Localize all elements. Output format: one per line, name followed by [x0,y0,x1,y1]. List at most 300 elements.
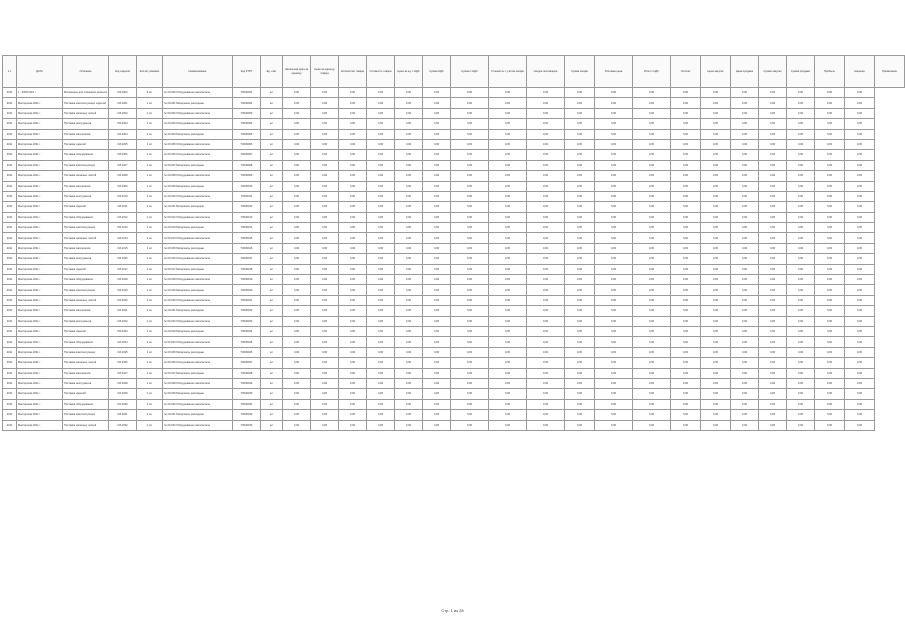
table-cell: 2011 [3,119,17,129]
table-cell: 0,00 [527,337,565,347]
table-cell: 0,00 [815,285,845,295]
table-cell: Т0000028 [233,368,261,378]
table-cell: 0,00 [701,410,731,420]
table-cell: 0,00 [787,389,815,399]
table-cell: 0,00 [701,129,731,139]
table-cell: 0,00 [845,347,875,357]
table-cell: 0,00 [311,243,339,253]
table-cell: № 00-012 Оборудование комплектное [163,212,233,222]
table-cell: 0,00 [489,202,527,212]
table-cell: 0,00 [759,410,787,420]
table-cell: 0,00 [815,160,845,170]
table-cell: шт [261,98,283,108]
column-header: ДАТА [17,56,63,88]
table-cell: 0,00 [595,191,633,201]
table-cell: 1 шт [137,160,163,170]
table-cell: 0,00 [423,264,451,274]
table-cell: Поставка инструмента [63,191,109,201]
table-cell: Поставка оборудования [63,337,109,347]
table-cell: № 00-004 Материалы расходные [163,129,233,139]
table-cell: 0,00 [367,389,395,399]
table-cell: Поставка инструмента [63,119,109,129]
table-cell: 0,00 [527,160,565,170]
table-cell: шт [261,181,283,191]
table-cell: Мастерская 2011 г. [17,306,63,316]
table-cell: № 00-010 Оборудование комплектное [163,191,233,201]
table-cell: 0,00 [451,295,489,305]
table-cell: 0,00 [339,285,367,295]
table-cell: шт [261,285,283,295]
column-header: Сумма с НДС [451,56,489,88]
table-cell: № 00-005 Оборудование комплектное [163,139,233,149]
table-cell: 0,00 [759,337,787,347]
table-cell: 0,00 [367,202,395,212]
table-cell: 0,00 [451,191,489,201]
table-cell: 0,00 [489,264,527,274]
table-cell: 0,00 [701,191,731,201]
table-cell: Поставка оборудования [63,150,109,160]
table-cell: 0,00 [311,337,339,347]
table-cell: 0,00 [595,368,633,378]
table-cell: 0,00 [633,337,671,347]
table-cell: 2011 [3,88,17,98]
table-cell: 0,00 [451,337,489,347]
column-header: 1 c [3,56,17,88]
table-cell: Поставка изделий [63,202,109,212]
table-cell: 0,00 [367,171,395,181]
table-cell: 0,00 [423,410,451,420]
table-cell: 0,00 [451,139,489,149]
table-cell: 0,00 [527,181,565,191]
table-cell: 0,00 [731,191,759,201]
table-cell: 0,00 [633,326,671,336]
table-cell: 0,00 [815,233,845,243]
table-cell: 0,00 [759,223,787,233]
table-cell: 0,00 [595,389,633,399]
table-cell: Поставка запасных частей [63,420,109,430]
table-cell: 0,00 [451,399,489,409]
table-cell: 0,00 [787,347,815,357]
table-cell: Мастерская 2011 г. [17,264,63,274]
table-cell: 1 шт [137,285,163,295]
table-cell: 0,00 [489,139,527,149]
table-cell: № 00-025 Материалы расходные [163,347,233,357]
table-cell: 0,00 [311,306,339,316]
table-cell: 1 шт [137,264,163,274]
table-cell: 0,00 [395,347,423,357]
table-cell: 2011 [3,378,17,388]
table-cell: 0,00 [527,306,565,316]
table-cell: ИЗ-1031 [109,410,137,420]
table-cell: 0,00 [311,264,339,274]
table-cell: 0,00 [787,202,815,212]
table-cell: Т0000026 [233,347,261,357]
table-cell: 0,00 [671,420,701,430]
table-cell: 0,00 [311,378,339,388]
table-cell: 0,00 [527,368,565,378]
table-cell: 0,00 [339,316,367,326]
table-cell: Т0000004 [233,119,261,129]
table-cell: 0,00 [815,410,845,420]
table-cell: 0,00 [283,233,311,243]
table-cell: № 00-014 Оборудование комплектное [163,233,233,243]
table-cell: 0,00 [451,233,489,243]
table-cell: 0,00 [595,139,633,149]
table-cell: 0,00 [815,88,845,98]
table-cell: 0,00 [423,150,451,160]
table-cell: 0,00 [759,264,787,274]
table-cell: ИЗ-1030 [109,399,137,409]
table-cell: 0,00 [283,88,311,98]
table-cell: 0,00 [731,264,759,274]
table-cell: 0,00 [595,243,633,253]
table-cell: 0,00 [565,347,595,357]
table-cell: 0,00 [633,368,671,378]
table-cell: Т0000016 [233,243,261,253]
table-cell: 0,00 [489,160,527,170]
table-cell: 0,00 [395,264,423,274]
column-header: Примечание [875,56,905,88]
table-cell: 0,00 [423,160,451,170]
table-cell: Мастерская 2011 г. [17,191,63,201]
table-cell: 0,00 [395,202,423,212]
table-cell: 0,00 [787,399,815,409]
table-cell: 0,00 [489,285,527,295]
table-cell: Т0000008 [233,160,261,170]
table-cell: 0,00 [731,285,759,295]
table-cell: 0,00 [671,368,701,378]
table-cell: 0,00 [633,129,671,139]
table-cell: 0,00 [283,108,311,118]
table-cell: 0,00 [423,316,451,326]
table-cell: 0,00 [283,378,311,388]
table-cell: 0,00 [633,275,671,285]
table-cell: 0,00 [423,358,451,368]
table-cell: 0,00 [451,202,489,212]
table-cell: 0,00 [367,326,395,336]
table-cell: 0,00 [395,295,423,305]
table-cell: 2011 [3,358,17,368]
table-cell: 0,00 [283,306,311,316]
table-cell: 0,00 [845,171,875,181]
table-cell: 0,00 [845,181,875,191]
table-cell: 1 шт [137,223,163,233]
table-cell: Материалы для планового ремонта [63,88,109,98]
table-cell: 0,00 [565,264,595,274]
table-cell: 1 шт [137,191,163,201]
table-cell: 0,00 [633,306,671,316]
table-cell: 0,00 [845,264,875,274]
table-cell: 0,00 [815,368,845,378]
table-cell: 0,00 [311,326,339,336]
table-cell: 0,00 [633,108,671,118]
table-cell: 0,00 [367,410,395,420]
table-cell: 0,00 [489,88,527,98]
table-cell: 0,00 [787,275,815,285]
table-cell: 0,00 [671,191,701,201]
table-cell: 0,00 [731,119,759,129]
table-cell: Мастерская 2011 г. [17,285,63,295]
table-cell: 0,00 [845,389,875,399]
table-cell: 0,00 [527,275,565,285]
table-cell: 0,00 [367,295,395,305]
table-cell: 0,00 [759,150,787,160]
table-cell: 0,00 [527,202,565,212]
table-cell: 0,00 [527,326,565,336]
table-cell: 0,00 [633,150,671,160]
table-cell: 0,00 [671,171,701,181]
table-cell: 0,00 [815,202,845,212]
table-cell: 2011 [3,410,17,420]
table-cell: 0,00 [489,378,527,388]
table-cell: 0,00 [423,139,451,149]
table-cell: 0,00 [423,88,451,98]
table-cell: 0,00 [339,264,367,274]
table-cell: Мастерская 2011 г. [17,358,63,368]
table-cell: Т0000024 [233,326,261,336]
table-cell: Мастерская 2011 г. [17,98,63,108]
table-cell: 0,00 [395,150,423,160]
table-cell: ИЗ-1004 [109,129,137,139]
table-cell: 0,00 [451,88,489,98]
table-cell: 0,00 [633,119,671,129]
table-row [3,264,905,274]
table-cell: 0,00 [701,358,731,368]
table-cell: № 00-021 Материалы расходные [163,306,233,316]
table-cell: 0,00 [815,295,845,305]
table-cell: 0,00 [565,98,595,108]
table-cell: 0,00 [395,358,423,368]
table-cell: 0,00 [395,378,423,388]
table-cell: 0,00 [595,212,633,222]
table-cell: 0,00 [595,129,633,139]
table-cell: 0,00 [527,88,565,98]
table-cell: 1 шт [137,410,163,420]
table-cell: 0,00 [395,191,423,201]
table-cell: 0,00 [731,88,759,98]
table-cell: 0,00 [671,306,701,316]
table-cell: 0,00 [565,358,595,368]
table-cell: 0,00 [423,191,451,201]
column-header: Код изделия [109,56,137,88]
table-cell: 0,00 [701,212,731,222]
table-cell: 0,00 [395,285,423,295]
table-cell: 0,00 [787,233,815,243]
table-cell: 0,00 [423,378,451,388]
table-cell: 0,00 [595,399,633,409]
table-cell: ИЗ-1010 [109,191,137,201]
table-cell: 0,00 [595,275,633,285]
table-cell: шт [261,410,283,420]
table-cell: 0,00 [815,254,845,264]
table-cell: Мастерская 2011 г. [17,233,63,243]
table-cell: № 00-032 Оборудование комплектное [163,420,233,430]
table-cell: 0,00 [283,326,311,336]
table-cell: Мастерская 2011 г. [17,150,63,160]
table-cell: 0,00 [595,295,633,305]
table-cell: Мастерская 2011 г. [17,378,63,388]
table-cell: 0,00 [845,202,875,212]
table-cell: 0,00 [367,347,395,357]
table-cell: 0,00 [595,88,633,98]
table-cell: 0,00 [451,326,489,336]
table-cell: 0,00 [451,181,489,191]
table-cell: 0,00 [701,389,731,399]
table-cell: 2011 [3,108,17,118]
table-cell: Т0000025 [233,337,261,347]
table-cell: № 00-008 Оборудование комплектное [163,171,233,181]
table-cell: 0,00 [595,326,633,336]
table-cell: 0,00 [595,420,633,430]
table-cell: 1 шт [137,119,163,129]
table-cell: 0,00 [595,171,633,181]
table-cell: 0,00 [845,420,875,430]
table-cell: 0,00 [845,191,875,201]
column-header: Количество товара [339,56,367,88]
table-cell: Поставка инструмента [63,378,109,388]
table-cell: шт [261,368,283,378]
table-cell: 0,00 [787,88,815,98]
table-cell: 0,00 [311,233,339,243]
table-cell: 0,00 [489,295,527,305]
table-row [3,88,905,98]
table-cell: 0,00 [759,358,787,368]
table-cell: 0,00 [633,160,671,170]
table-cell: 0,00 [759,368,787,378]
table-cell: 0,00 [423,181,451,191]
table-cell: 0,00 [311,347,339,357]
table-cell: 0,00 [787,212,815,222]
column-header: Описание [63,56,109,88]
table-cell: 0,00 [565,129,595,139]
table-cell: 0,00 [701,285,731,295]
table-cell: 0,00 [633,254,671,264]
table-cell: 2011 [3,420,17,430]
table-cell: 0,00 [759,285,787,295]
table-cell: 0,00 [339,389,367,399]
table-cell: 0,00 [815,306,845,316]
table-cell: 2011 [3,129,17,139]
table-cell: 0,00 [815,378,845,388]
table-cell: 0,00 [489,191,527,201]
table-cell: 0,00 [489,181,527,191]
table-cell: 0,00 [595,285,633,295]
table-cell: № 00-002 Оборудование комплектное [163,108,233,118]
table-cell: 0,00 [845,98,875,108]
table-cell: 0,00 [489,243,527,253]
table-cell: 0,00 [731,347,759,357]
table-cell: 0,00 [633,399,671,409]
table-cell: 0,00 [527,410,565,420]
table-cell: № 00-017 Материалы расходные [163,264,233,274]
table-row [3,119,905,129]
table-cell: 0,00 [451,285,489,295]
table-cell: 0,00 [671,139,701,149]
table-cell: 0,00 [671,160,701,170]
table-cell: Т0000013 [233,212,261,222]
table-cell: ИЗ-1007 [109,160,137,170]
table-cell: Т0000006 [233,139,261,149]
table-cell: 0,00 [671,389,701,399]
table-cell: 0,00 [565,399,595,409]
table-cell: Поставка оборудования [63,212,109,222]
table-cell: 0,00 [489,306,527,316]
table-cell: 0,00 [731,337,759,347]
table-cell: № 00-018 Оборудование комплектное [163,275,233,285]
table-cell: 0,00 [451,316,489,326]
table-cell: 2011 [3,347,17,357]
table-cell: 0,00 [701,378,731,388]
table-cell: 0,00 [451,108,489,118]
table-cell: Мастерская 2011 г. [17,326,63,336]
table-cell: Поставка инструмента [63,316,109,326]
table-cell: № 00-024 Оборудование комплектное [163,337,233,347]
table-cell: 0,00 [701,420,731,430]
table-cell: Мастерская 2011 г. [17,223,63,233]
table-cell: 0,00 [527,212,565,222]
table-cell: шт [261,389,283,399]
table-row [3,212,905,222]
table-cell: Поставка запасных частей [63,171,109,181]
table-cell: 0,00 [489,212,527,222]
table-cell: 0,00 [311,420,339,430]
table-cell: 0,00 [633,191,671,201]
table-cell: 0,00 [759,139,787,149]
table-cell: 0,00 [423,212,451,222]
table-cell: 0,00 [701,368,731,378]
table-cell: 0,00 [815,326,845,336]
table-cell: 2011 [3,389,17,399]
table-cell: № 00-007 Материалы расходные [163,160,233,170]
table-cell: 0,00 [339,306,367,316]
table-cell: 0,00 [565,420,595,430]
table-cell: Поставка запасных частей [63,108,109,118]
table-cell: 0,00 [759,378,787,388]
table-cell: 0,00 [701,316,731,326]
table-row [3,98,905,108]
table-cell: 0,00 [423,368,451,378]
table-cell: Т0000030 [233,389,261,399]
table-cell: 0,00 [311,108,339,118]
table-cell: № 00-003 Оборудование комплектное [163,119,233,129]
table-cell: 0,00 [451,275,489,285]
table-cell: шт [261,264,283,274]
table-cell: 2011 [3,98,17,108]
table-cell: № 00-006 Оборудование комплектное [163,150,233,160]
table-cell: ИЗ-1025 [109,347,137,357]
column-header: Кол-во упаковок [137,56,163,88]
table-cell: 1 шт [137,129,163,139]
table-cell: 0,00 [489,254,527,264]
table-cell: 2011 [3,150,17,160]
table-cell: шт [261,399,283,409]
table-cell: 0,00 [423,337,451,347]
table-cell: 0,00 [395,181,423,191]
table-cell: 0,00 [671,264,701,274]
table-cell: Т0000018 [233,264,261,274]
table-cell: 0,00 [845,108,875,118]
table-cell: 0,00 [759,306,787,316]
table-cell: 2011 [3,139,17,149]
table-row [3,410,905,420]
table-cell: 0,00 [671,202,701,212]
table-cell: 0,00 [527,243,565,253]
table-cell: Т0000015 [233,233,261,243]
table-cell: 0,00 [395,88,423,98]
table-cell: 0,00 [339,150,367,160]
table-cell: 0,00 [701,202,731,212]
table-cell: 0,00 [815,98,845,108]
